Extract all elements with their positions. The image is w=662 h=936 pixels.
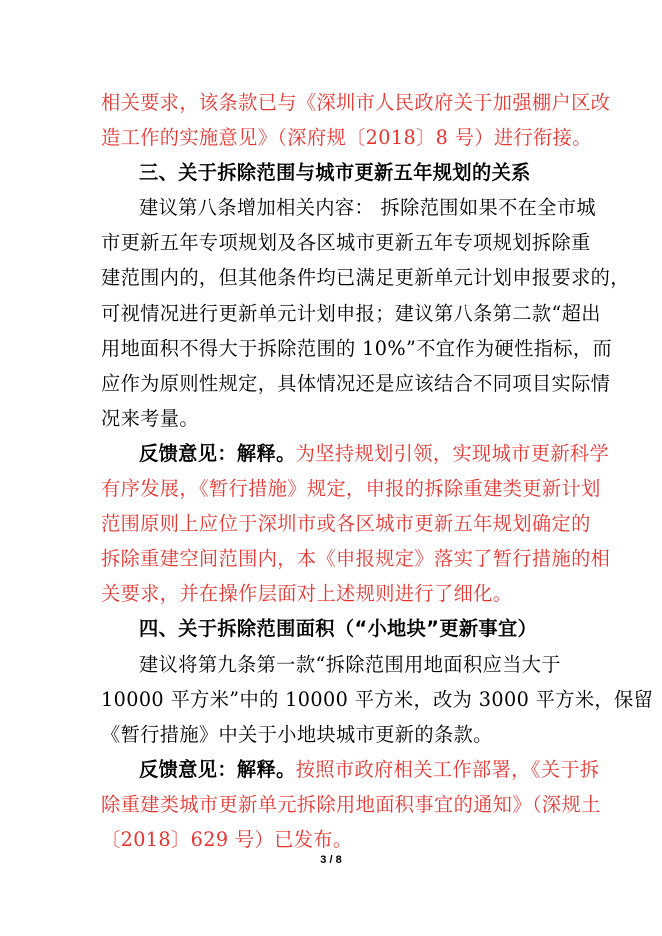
body-text-line: 拆除重建空间范围内，本《申报规定》落实了暂行措施的相 <box>101 547 611 570</box>
body-text-line: 可视情况进行更新单元计划申报；建议第八条第二款“超出 <box>101 302 601 325</box>
body-text-line: 关要求，并在操作层面对上述规则进行了细化。 <box>101 582 513 605</box>
body-text-line: 除重建类城市更新单元拆除用地面积事宜的通知》（深规土 <box>101 793 601 816</box>
body-text-line: 有序发展，《暂行措施》规定，申报的拆除重建类更新计划 <box>101 477 601 500</box>
section-heading-3: 三、关于拆除范围与城市更新五年规划的关系 <box>139 161 531 184</box>
body-text-line: 〔2018〕629 号）已发布。 <box>101 828 353 851</box>
feedback-line <box>139 436 610 471</box>
section-heading-4: 四、关于拆除范围面积（“小地块”更新事宜） <box>139 617 538 640</box>
feedback-text: 为坚持规划引领，实现城市更新科学 <box>295 442 610 465</box>
body-text-line: 建议将第九条第一款“拆除范围用地面积应当大于 <box>139 653 561 676</box>
body-text-line: 用地面积不得大于拆除范围的 10%”不宜作为硬性指标，而 <box>101 337 613 360</box>
feedback-text: 按照市政府相关工作部署，《关于拆 <box>295 758 600 781</box>
feedback-label: 反馈意见：解释。 <box>139 442 296 465</box>
body-text-line: 建范围内的，但其他条件均已满足更新单元计划申报要求的， <box>101 266 630 289</box>
page-number: 3 / 8 <box>320 854 342 866</box>
body-text-line: 范围原则上应位于深圳市或各区城市更新五年规划确定的 <box>101 512 591 535</box>
body-text-line: 建议第八条增加相关内容： 拆除范围如果不在全市城 <box>139 196 597 219</box>
body-text-line: 10000 平方米”中的 10000 平方米，改为 3000 平方米，保留 <box>101 688 654 711</box>
body-text-line: 相关要求，该条款已与《深圳市人民政府关于加强棚户区改 <box>101 91 611 114</box>
feedback-line <box>139 752 600 787</box>
body-text-line: 造工作的实施意见》（深府规〔2018〕8 号）进行衔接。 <box>101 126 592 149</box>
feedback-label: 反馈意见：解释。 <box>139 758 296 781</box>
body-text-line: 市更新五年专项规划及各区城市更新五年专项规划拆除重 <box>101 231 591 254</box>
body-text-line: 况来考量。 <box>101 407 199 430</box>
body-text-line: 《暂行措施》中关于小地块城市更新的条款。 <box>101 723 493 746</box>
body-text-line: 应作为原则性规定，具体情况还是应该结合不同项目实际情 <box>101 372 611 395</box>
